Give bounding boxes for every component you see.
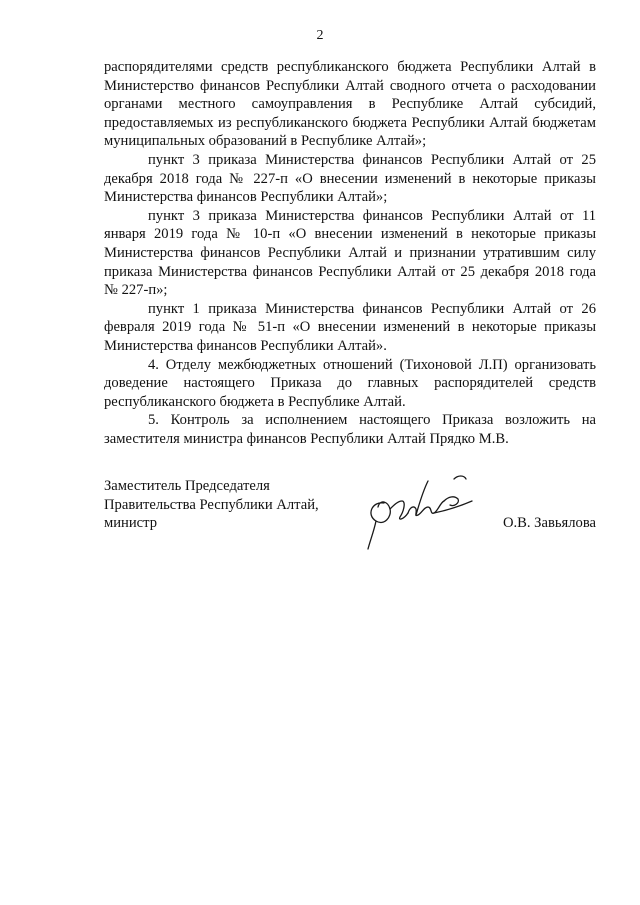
paragraph-item-order-10: пункт 3 приказа Министерства финансов Республики Алтай от 11 января 2019 года № 10-п «О внесении изменений в некоторые приказы Министерства финансов Республики Алтай и признании утратившим силу приказа Министерства финансов Республики Алтай от 25 декабря 2018 года № 227-п»; <box>104 207 596 299</box>
paragraph-item-order-51: пункт 1 приказа Министерства финансов Республики Алтай от 26 февраля 2019 года № 51-п «О внесении изменений в некоторые приказы Министерства финансов Республики Алтай». <box>104 300 596 354</box>
paragraph-clause-5: 5. Контроль за исполнением настоящего Приказа возложить на заместителя министра финансов Республики Алтай Прядко М.В. <box>104 412 596 447</box>
signer-title-line-1: Заместитель Председателя <box>104 478 270 494</box>
signer-title-line-3: министр <box>104 515 157 532</box>
paragraph-item-order-227: пункт 3 приказа Министерства финансов Республики Алтай от 25 декабря 2018 года № 227-п «О внесении изменений в некоторые приказы Министерства финансов Республики Алтай»; <box>104 151 596 206</box>
signer-title <box>104 477 319 533</box>
signer-name: О.В. Завьялова <box>502 515 596 531</box>
signature-block <box>104 477 596 567</box>
paragraph-continuation: распорядителями средств республиканского бюджета Республики Алтай в Министерство финансов Республики Алтай сводного отчета о расходовании органами местного самоуправления в Республике Алтай субсидий, предоставляемых из республиканского бюджета Республики Алтай бюджетам муниципальных образований в Республике Алтай»; <box>104 59 596 150</box>
handwritten-signature-icon <box>354 471 484 561</box>
page-number: 2 <box>316 28 324 43</box>
paragraph-clause-4: 4. Отделу межбюджетных отношений (Тихоновой Л.П) организовать доведение настоящего Приказа до главных распорядителей средств республиканского бюджета в Республике Алтай. <box>104 356 596 410</box>
signer-title-line-2: Правительства Республики Алтай, <box>104 496 319 513</box>
document-body <box>104 58 596 448</box>
